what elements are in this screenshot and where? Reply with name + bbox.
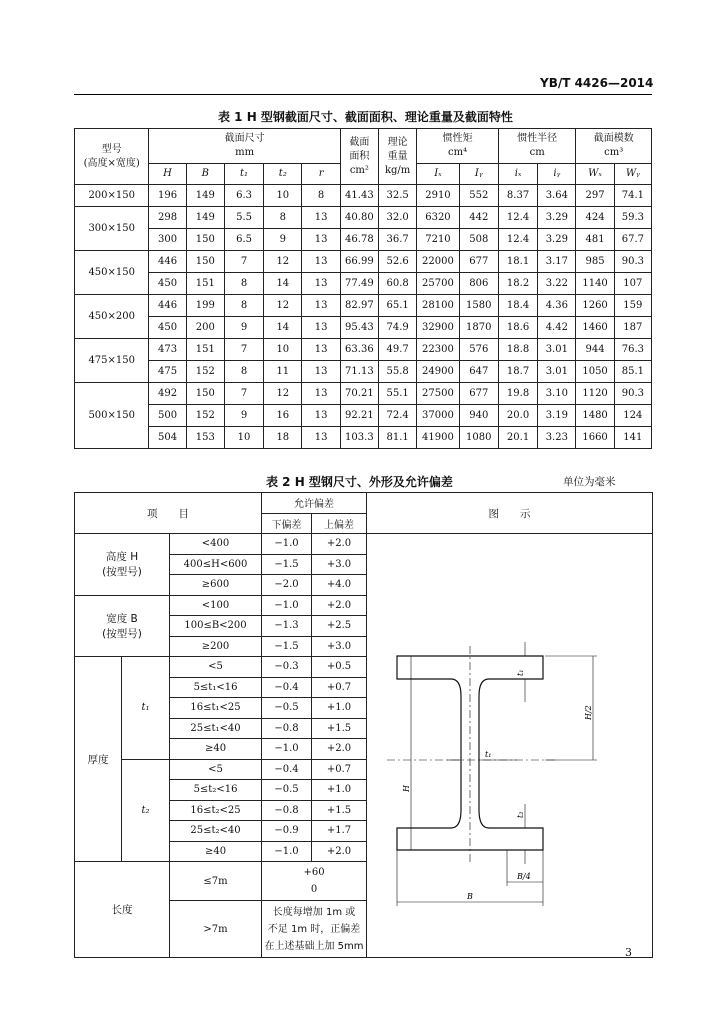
- dia-label-b: B: [467, 892, 473, 901]
- value-cell: 504: [149, 427, 186, 449]
- value-cell: 3.29: [538, 207, 576, 229]
- lower-cell: −1.0: [262, 534, 312, 555]
- value-cell: 8: [224, 295, 263, 317]
- value-cell: 52.6: [379, 251, 417, 273]
- value-cell: 10: [264, 339, 302, 361]
- value-cell: 3.22: [538, 273, 576, 295]
- length-cond-1: ≤7m: [170, 862, 262, 901]
- upper-cell: +1.0: [312, 780, 367, 801]
- value-cell: 46.78: [340, 229, 378, 251]
- value-cell: 28100: [417, 295, 459, 317]
- value-cell: 7: [224, 339, 263, 361]
- lower-cell: −2.0: [262, 575, 312, 596]
- value-cell: 10: [224, 427, 263, 449]
- value-cell: 677: [459, 383, 498, 405]
- value-cell: 1050: [576, 361, 614, 383]
- model-cell: 450×200: [75, 295, 149, 339]
- value-cell: 7: [224, 383, 263, 405]
- value-cell: 18.4: [498, 295, 537, 317]
- col-iy: iᵧ: [538, 164, 576, 185]
- value-cell: 103.3: [340, 427, 378, 449]
- t2-label: t₂: [122, 759, 170, 862]
- dia-label-t1-web: t₁: [485, 750, 492, 759]
- thickness-label: 厚度: [75, 657, 122, 862]
- value-cell: 41900: [417, 427, 459, 449]
- value-cell: 150: [186, 383, 224, 405]
- value-cell: 152: [186, 361, 224, 383]
- value-cell: 13: [302, 405, 340, 427]
- value-cell: 74.9: [379, 317, 417, 339]
- value-cell: 3.64: [538, 185, 576, 207]
- value-cell: 25700: [417, 273, 459, 295]
- cond-cell: <400: [170, 534, 262, 555]
- value-cell: 77.49: [340, 273, 378, 295]
- value-cell: 153: [186, 427, 224, 449]
- value-cell: 4.36: [538, 295, 576, 317]
- value-cell: 1870: [459, 317, 498, 339]
- cond-cell: <100: [170, 595, 262, 616]
- value-cell: 12: [264, 251, 302, 273]
- inertia-header: 惯性矩 cm⁴: [417, 129, 499, 164]
- item-header: 项 目: [75, 493, 262, 534]
- cond-cell: 25≤t₁<40: [170, 718, 262, 739]
- value-cell: 1080: [459, 427, 498, 449]
- value-cell: 647: [459, 361, 498, 383]
- table2-caption: 表 2 H 型钢尺寸、外形及允许偏差: [266, 475, 453, 489]
- value-cell: 3.01: [538, 339, 576, 361]
- value-cell: 41.43: [340, 185, 378, 207]
- page-number: 3: [625, 946, 632, 959]
- lower-cell: −0.8: [262, 718, 312, 739]
- table-row: [75, 339, 652, 361]
- upper-cell: +2.5: [312, 616, 367, 637]
- lower-cell: −1.5: [262, 554, 312, 575]
- value-cell: 32.5: [379, 185, 417, 207]
- value-cell: 27500: [417, 383, 459, 405]
- value-cell: 300: [149, 229, 186, 251]
- cond-cell: 16≤t₂<25: [170, 800, 262, 821]
- value-cell: 8: [224, 361, 263, 383]
- value-cell: 81.1: [379, 427, 417, 449]
- dia-label-t2: t₂: [516, 811, 526, 818]
- lower-header: 下偏差: [262, 513, 312, 534]
- value-cell: 141: [614, 427, 651, 449]
- height-label: 高度 H (按型号): [75, 534, 170, 596]
- radius-header: 惯性半径 cm: [498, 129, 576, 164]
- table-row: [75, 207, 652, 229]
- cond-cell: ≥40: [170, 841, 262, 862]
- lower-cell: −1.0: [262, 595, 312, 616]
- value-cell: 940: [459, 405, 498, 427]
- lower-cell: −0.3: [262, 657, 312, 678]
- value-cell: 59.3: [614, 207, 651, 229]
- cond-cell: 100≤B<200: [170, 616, 262, 637]
- value-cell: 9: [224, 317, 263, 339]
- value-cell: 806: [459, 273, 498, 295]
- value-cell: 70.21: [340, 383, 378, 405]
- value-cell: 13: [302, 361, 340, 383]
- value-cell: 1660: [576, 427, 614, 449]
- value-cell: 1480: [576, 405, 614, 427]
- lower-cell: −1.5: [262, 636, 312, 657]
- header-rule: [74, 94, 652, 95]
- section-dims-header: 截面尺寸 mm: [149, 129, 340, 164]
- col-Wx: Wₓ: [576, 164, 614, 185]
- col-B: B: [186, 164, 224, 185]
- value-cell: 9: [264, 229, 302, 251]
- value-cell: 37000: [417, 405, 459, 427]
- length-cond-2: >7m: [170, 901, 262, 958]
- value-cell: 196: [149, 185, 186, 207]
- value-cell: 40.80: [340, 207, 378, 229]
- value-cell: 20.0: [498, 405, 537, 427]
- value-cell: 6.5: [224, 229, 263, 251]
- value-cell: 90.3: [614, 251, 651, 273]
- col-Ix: Iₓ: [417, 164, 459, 185]
- value-cell: 13: [302, 295, 340, 317]
- value-cell: 450: [149, 273, 186, 295]
- value-cell: 187: [614, 317, 651, 339]
- lower-cell: −1.0: [262, 841, 312, 862]
- model-header: 型号 (高度×宽度): [75, 129, 149, 185]
- figure-header: 图 示: [367, 493, 653, 534]
- value-cell: 10: [264, 185, 302, 207]
- table-row: [75, 317, 652, 339]
- value-cell: 13: [302, 273, 340, 295]
- value-cell: 3.01: [538, 361, 576, 383]
- value-cell: 20.1: [498, 427, 537, 449]
- lower-cell: −0.4: [262, 759, 312, 780]
- table-row: [75, 185, 652, 207]
- value-cell: 159: [614, 295, 651, 317]
- table2: [74, 492, 653, 958]
- value-cell: 3.19: [538, 405, 576, 427]
- value-cell: 150: [186, 229, 224, 251]
- value-cell: 13: [302, 383, 340, 405]
- lower-cell: −0.8: [262, 800, 312, 821]
- value-cell: 22000: [417, 251, 459, 273]
- cond-cell: 25≤t₂<40: [170, 821, 262, 842]
- value-cell: 576: [459, 339, 498, 361]
- cond-cell: <5: [170, 657, 262, 678]
- value-cell: 1120: [576, 383, 614, 405]
- table-row: [75, 295, 652, 317]
- h-beam-diagram: [367, 534, 653, 934]
- cond-cell: ≥600: [170, 575, 262, 596]
- table-row: [75, 383, 652, 405]
- value-cell: 677: [459, 251, 498, 273]
- upper-cell: +3.0: [312, 554, 367, 575]
- value-cell: 6320: [417, 207, 459, 229]
- value-cell: 1460: [576, 317, 614, 339]
- table-row: [75, 405, 652, 427]
- value-cell: 492: [149, 383, 186, 405]
- value-cell: 8.37: [498, 185, 537, 207]
- value-cell: 12: [264, 383, 302, 405]
- value-cell: 1260: [576, 295, 614, 317]
- dia-label-h2: H/2: [584, 705, 594, 720]
- value-cell: 199: [186, 295, 224, 317]
- value-cell: 107: [614, 273, 651, 295]
- upper-cell: +2.0: [312, 841, 367, 862]
- value-cell: 85.1: [614, 361, 651, 383]
- weight-header: 理论 重量 kg/m: [379, 129, 417, 185]
- upper-header: 上偏差: [312, 513, 367, 534]
- value-cell: 151: [186, 273, 224, 295]
- upper-cell: +1.5: [312, 800, 367, 821]
- value-cell: 5.5: [224, 207, 263, 229]
- value-cell: 13: [302, 339, 340, 361]
- model-cell: 200×150: [75, 185, 149, 207]
- upper-cell: +1.0: [312, 698, 367, 719]
- value-cell: 13: [302, 317, 340, 339]
- value-cell: 508: [459, 229, 498, 251]
- value-cell: 66.99: [340, 251, 378, 273]
- table1: [74, 128, 652, 449]
- value-cell: 11: [264, 361, 302, 383]
- value-cell: 32.0: [379, 207, 417, 229]
- model-cell: 450×150: [75, 251, 149, 295]
- value-cell: 985: [576, 251, 614, 273]
- value-cell: 12: [264, 295, 302, 317]
- value-cell: 1580: [459, 295, 498, 317]
- lower-cell: −0.4: [262, 677, 312, 698]
- value-cell: 200: [186, 317, 224, 339]
- value-cell: 4.42: [538, 317, 576, 339]
- value-cell: 76.3: [614, 339, 651, 361]
- lower-cell: −1.3: [262, 616, 312, 637]
- col-r: r: [302, 164, 340, 185]
- value-cell: 446: [149, 251, 186, 273]
- cond-cell: 5≤t₂<16: [170, 780, 262, 801]
- value-cell: 71.13: [340, 361, 378, 383]
- value-cell: 13: [302, 251, 340, 273]
- upper-cell: +2.0: [312, 595, 367, 616]
- value-cell: 82.97: [340, 295, 378, 317]
- figure-cell: [367, 534, 653, 958]
- value-cell: 63.36: [340, 339, 378, 361]
- value-cell: 3.29: [538, 229, 576, 251]
- value-cell: 150: [186, 251, 224, 273]
- value-cell: 500: [149, 405, 186, 427]
- value-cell: 22300: [417, 339, 459, 361]
- upper-cell: +4.0: [312, 575, 367, 596]
- tolerance-header: 允许偏差: [262, 493, 367, 514]
- value-cell: 3.23: [538, 427, 576, 449]
- value-cell: 152: [186, 405, 224, 427]
- value-cell: 72.4: [379, 405, 417, 427]
- table-row: [75, 273, 652, 295]
- upper-cell: +1.5: [312, 718, 367, 739]
- value-cell: 65.1: [379, 295, 417, 317]
- value-cell: 7: [224, 251, 263, 273]
- value-cell: 67.7: [614, 229, 651, 251]
- value-cell: 36.7: [379, 229, 417, 251]
- lower-cell: −0.5: [262, 780, 312, 801]
- cond-cell: <5: [170, 759, 262, 780]
- t1-label: t₁: [122, 657, 170, 760]
- length-tol-2: 长度每增加 1m 或 不足 1m 时，正偏差 在上述基础上加 5mm: [262, 901, 367, 958]
- value-cell: 18: [264, 427, 302, 449]
- width-label: 宽度 B (按型号): [75, 595, 170, 657]
- value-cell: 60.8: [379, 273, 417, 295]
- value-cell: 3.10: [538, 383, 576, 405]
- value-cell: 13: [302, 229, 340, 251]
- col-Wy: Wᵧ: [614, 164, 651, 185]
- value-cell: 55.8: [379, 361, 417, 383]
- table1-caption: 表 1 H 型钢截面尺寸、截面面积、理论重量及截面特性: [218, 110, 513, 124]
- value-cell: 8: [224, 273, 263, 295]
- length-tol-1: +60 0: [262, 862, 367, 901]
- value-cell: 18.1: [498, 251, 537, 273]
- cond-cell: ≥200: [170, 636, 262, 657]
- value-cell: 18.8: [498, 339, 537, 361]
- value-cell: 95.43: [340, 317, 378, 339]
- value-cell: 473: [149, 339, 186, 361]
- value-cell: 90.3: [614, 383, 651, 405]
- value-cell: 442: [459, 207, 498, 229]
- upper-cell: +1.7: [312, 821, 367, 842]
- cond-cell: 16≤t₁<25: [170, 698, 262, 719]
- value-cell: 1140: [576, 273, 614, 295]
- value-cell: 8: [264, 207, 302, 229]
- dia-label-b4: B/4: [517, 872, 531, 881]
- table-row: [75, 229, 652, 251]
- upper-cell: +2.0: [312, 534, 367, 555]
- upper-cell: +2.0: [312, 739, 367, 760]
- value-cell: 9: [224, 405, 263, 427]
- table-row: [75, 427, 652, 449]
- col-Iy: Iᵧ: [459, 164, 498, 185]
- value-cell: 6.3: [224, 185, 263, 207]
- value-cell: 475: [149, 361, 186, 383]
- lower-cell: −1.0: [262, 739, 312, 760]
- length-label: 长度: [75, 862, 170, 958]
- value-cell: 450: [149, 317, 186, 339]
- col-t1: t₁: [224, 164, 263, 185]
- dia-label-t1-top: t₁: [516, 669, 526, 676]
- upper-cell: +0.7: [312, 759, 367, 780]
- value-cell: 12.4: [498, 229, 537, 251]
- value-cell: 18.7: [498, 361, 537, 383]
- value-cell: 19.8: [498, 383, 537, 405]
- value-cell: 12.4: [498, 207, 537, 229]
- unit-note: 单位为毫米: [563, 476, 616, 488]
- value-cell: 552: [459, 185, 498, 207]
- value-cell: 424: [576, 207, 614, 229]
- col-H: H: [149, 164, 186, 185]
- value-cell: 481: [576, 229, 614, 251]
- value-cell: 944: [576, 339, 614, 361]
- cond-cell: ≥40: [170, 739, 262, 760]
- value-cell: 24900: [417, 361, 459, 383]
- value-cell: 16: [264, 405, 302, 427]
- value-cell: 49.7: [379, 339, 417, 361]
- table-row: [75, 251, 652, 273]
- value-cell: 74.1: [614, 185, 651, 207]
- table1-body: [75, 185, 652, 449]
- value-cell: 8: [302, 185, 340, 207]
- table-row: [75, 361, 652, 383]
- value-cell: 13: [302, 427, 340, 449]
- value-cell: 13: [302, 207, 340, 229]
- value-cell: 151: [186, 339, 224, 361]
- value-cell: 298: [149, 207, 186, 229]
- modulus-header: 截面模数 cm³: [576, 129, 652, 164]
- value-cell: 149: [186, 207, 224, 229]
- cond-cell: 5≤t₁<16: [170, 677, 262, 698]
- area-header: 截面 面积 cm²: [340, 129, 378, 185]
- value-cell: 297: [576, 185, 614, 207]
- lower-cell: −0.5: [262, 698, 312, 719]
- value-cell: 92.21: [340, 405, 378, 427]
- lower-cell: −0.9: [262, 821, 312, 842]
- value-cell: 14: [264, 317, 302, 339]
- value-cell: 18.6: [498, 317, 537, 339]
- value-cell: 7210: [417, 229, 459, 251]
- value-cell: 2910: [417, 185, 459, 207]
- model-cell: 475×150: [75, 339, 149, 383]
- value-cell: 55.1: [379, 383, 417, 405]
- upper-cell: +0.7: [312, 677, 367, 698]
- upper-cell: +0.5: [312, 657, 367, 678]
- col-t2: t₂: [264, 164, 302, 185]
- value-cell: 124: [614, 405, 651, 427]
- value-cell: 446: [149, 295, 186, 317]
- standard-code: YB/T 4426—2014: [540, 76, 654, 90]
- cond-cell: 400≤H<600: [170, 554, 262, 575]
- model-cell: 300×150: [75, 207, 149, 251]
- value-cell: 149: [186, 185, 224, 207]
- value-cell: 3.17: [538, 251, 576, 273]
- model-cell: 500×150: [75, 383, 149, 449]
- dia-label-h: H: [402, 785, 412, 792]
- upper-cell: +3.0: [312, 636, 367, 657]
- value-cell: 18.2: [498, 273, 537, 295]
- value-cell: 14: [264, 273, 302, 295]
- value-cell: 32900: [417, 317, 459, 339]
- col-ix: iₓ: [498, 164, 537, 185]
